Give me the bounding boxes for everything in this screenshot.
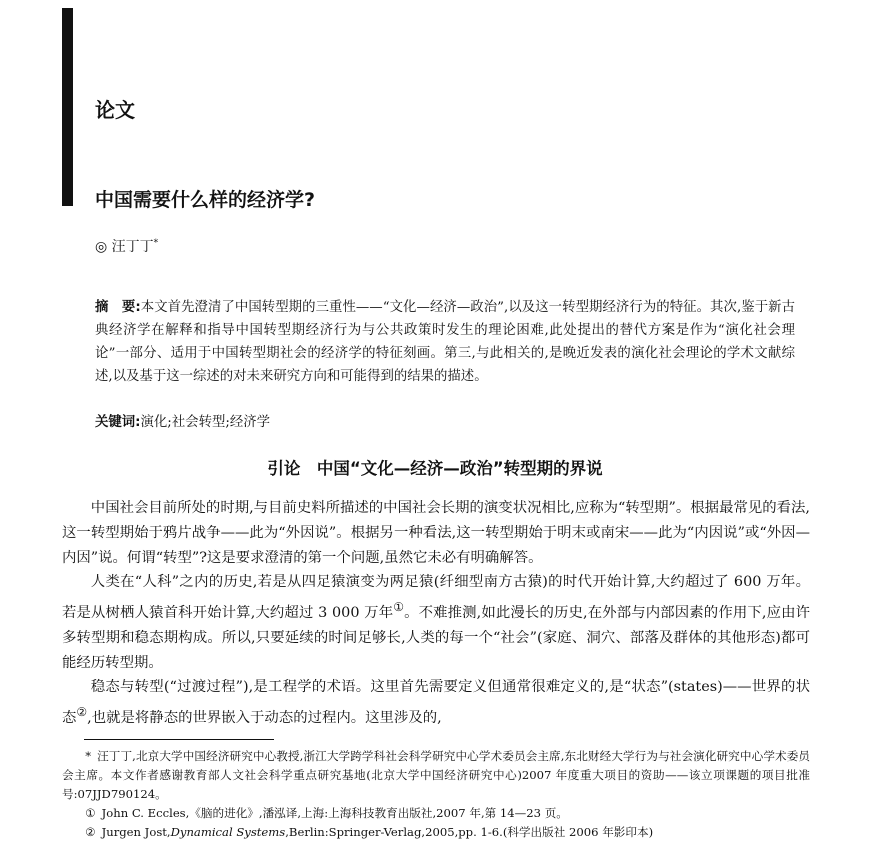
paragraph-2 <box>62 570 810 675</box>
footnote-2-mark: ② <box>85 825 96 839</box>
keywords-text: 演化;社会转型;经济学 <box>140 415 271 430</box>
footnote-2-post: ,Berlin:Springer-Verlag,2005,pp. 1-6.(科学出版社 2006 年影印本) <box>285 825 654 839</box>
footnote-divider <box>84 739 274 740</box>
keywords <box>95 411 795 430</box>
footnote-1-mark: ① <box>85 806 96 820</box>
abstract-label: 摘 要: <box>95 300 141 315</box>
footnote-1 <box>62 804 810 823</box>
section-label: 论文 <box>95 98 135 122</box>
footnote-1-text: John C. Eccles,《脑的进化》,潘泓译,上海:上海科技教育出版社,2007 年,第 14—23 页。 <box>101 806 568 820</box>
body-text <box>62 496 810 731</box>
footnote-ref-2[interactable]: ② <box>76 705 88 720</box>
footnote-author-text: 汪丁丁,北京大学中国经济研究中心教授,浙江大学跨学科社会科学研究中心学术委员会主席,东北财经大学行为与社会演化研究中心学术委员会主席。本文作者感谢教育部人文社会科学重点研究基地(北京大学中国经济研究中心)2007 年度重大项目的资助——该立项课题的项目批准号:07JJD790124。 <box>62 749 810 801</box>
paragraph-1: 中国社会目前所处的时期,与目前史料所描述的中国社会长期的演变状况相比,应称为“转型期”。根据最常见的看法,这一转型期始于鸦片战争——此为“外因说”。根据另一种看法,这一转型期始于明末或南宋——此为“内因说”或“外因—内因”说。何谓“转型”?这是要求澄清的第一个问题,虽然它未必有明确解答。 <box>62 500 810 566</box>
footnote-author-mark: * <box>85 749 91 763</box>
paragraph-3-part-b: ,也就是将静态的世界嵌入于动态的过程内。这里涉及的, <box>87 709 442 726</box>
section-heading: 引论 中国“文化—经济—政治”转型期的界说 <box>267 459 603 478</box>
paragraph-2-part-b: 。不难推测,如此漫长的历史,在外部与内部因素的作用下,应由许多转型期和稳态期构成。所以,只要延续的时间足够长,人类的每一个“社会”(家庭、洞穴、部落及群体的其他形态)都可能经历转型期。 <box>62 604 810 671</box>
paragraph-3-part-a: 稳态与转型(“过渡过程”),是工程学的术语。这里首先需要定义但通常很难定义的,是“状态”(states)——世界的状态 <box>62 679 810 726</box>
footnote-2-pre: Jurgen Jost, <box>101 825 171 839</box>
footnote-author <box>62 747 810 804</box>
author-prefix-mark: ◎ <box>95 239 108 255</box>
author-footnote-mark: * <box>153 238 159 249</box>
title-bar-decoration <box>62 8 73 206</box>
paragraph-3 <box>62 675 810 730</box>
author-name: 汪丁丁 <box>111 239 154 255</box>
footnote-2 <box>62 823 810 842</box>
abstract-text: 本文首先澄清了中国转型期的三重性——“文化—经济—政治”,以及这一转型期经济行为的特征。其次,鉴于新古典经济学在解释和指导中国转型期经济行为与公共政策时发生的理论困难,此处提出的替代方案是作为“演化社会理论”一部分、适用于中国转型期社会的经济学的特征刻画。第三,与此相关的,是晚近发表的演化社会理论的学术文献综述,以及基于这一综述的对未来研究方向和可能得到的结果的描述。 <box>95 300 795 384</box>
footnote-2-italic: Dynamical Systems <box>170 825 286 839</box>
paragraph-2-part-a: 人类在“人科”之内的历史,若是从四足猿演变为两足猿(纤细型南方古猿)的时代开始计算,大约超过了 600 万年。若是从树栖人猿首科开始计算,大约超过 3 000 万年 <box>62 574 810 621</box>
author-line <box>95 236 158 256</box>
article-title: 中国需要什么样的经济学? <box>95 189 316 211</box>
footnote-ref-1[interactable]: ① <box>393 600 405 615</box>
footnotes <box>62 747 810 842</box>
keywords-label: 关键词: <box>95 415 141 430</box>
abstract <box>95 296 795 388</box>
